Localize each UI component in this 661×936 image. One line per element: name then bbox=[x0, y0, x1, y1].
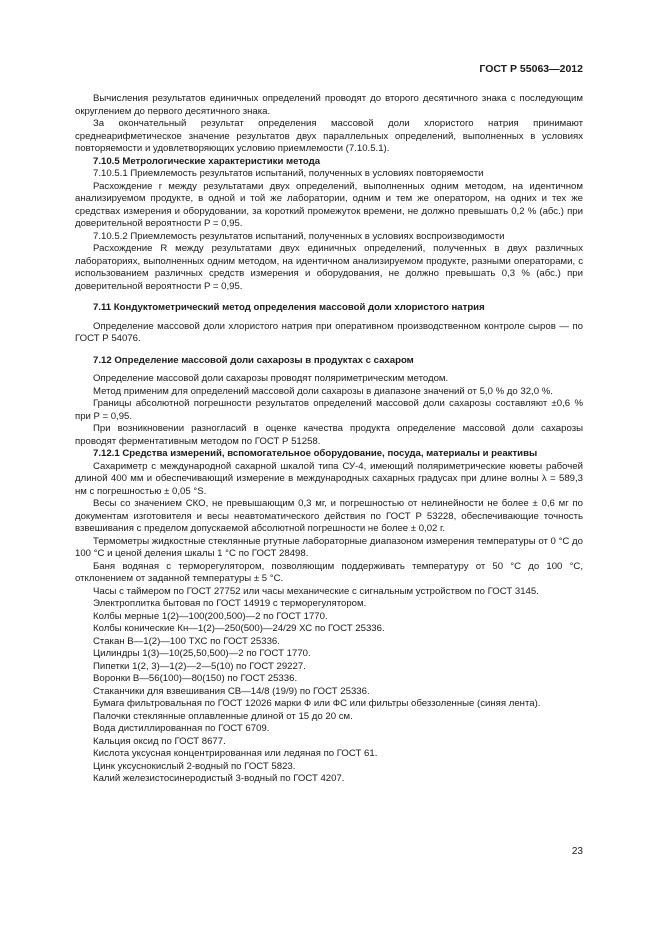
list-item: Калий железистосинеродистый 3-водный по ГОСТ 4207. bbox=[93, 773, 345, 784]
list-item: Воронки В—56(100)—80(150) по ГОСТ 25336. bbox=[93, 673, 298, 684]
list-item: Вода дистиллированная по ГОСТ 6709. bbox=[93, 723, 270, 734]
paragraph: Термометры жидкостные стеклянные ртутные лабораторные диапазоном измерения температуры от 0 °С до 100 °С и ценой деления шкалы 1 °С по ГОСТ 28498. bbox=[75, 535, 583, 559]
paragraph: За окончательный результат определения массовой доли хлористого натрия принимают среднеарифметическое значение результатов двух параллельных определений, выполненных в условиях повторяемости и удовлетворяющих условию приемлемости (7.10.5.1). bbox=[75, 118, 583, 154]
paragraph: Баня водяная с терморегулятором, позволяющим поддерживать температуру от 50 °С до 100 °С, отклонением от заданной температуры ± 5 °С. bbox=[75, 560, 583, 584]
paragraph: Расхождение r между результатами двух определений, выполненных одним методом, на идентичном анализируемом продукте, в одной и той же лаборатории, одним и тем же оператором, на одних и тех же средствах измерения и оборудовании, за короткий промежуток времени, не должно превышать 0,2 % (абс.) при доверительной вероятности P = 0,95. bbox=[75, 180, 583, 229]
list-item: Бумага фильтровальная по ГОСТ 12026 марки Ф или ФС или фильтры обеззоленные (синяя лента). bbox=[93, 698, 541, 709]
paragraph: Определение массовой доли хлористого натрия при оперативном производственном контроле сыров — по ГОСТ Р 54076. bbox=[75, 320, 583, 344]
paragraph: Метод применим для определений массовой доли сахарозы в диапазоне значений от 5,0 % до 32,0 %. bbox=[93, 385, 553, 397]
list-item: Стаканчики для взвешивания СВ—14/8 (19/9) по ГОСТ 25336. bbox=[93, 685, 370, 697]
list-item: Кислота уксусная концентрированная или ледяная по ГОСТ 61. bbox=[93, 748, 378, 759]
list-item: Палочки стеклянные оплавленные длиной от 15 до 20 см. bbox=[93, 710, 353, 722]
list-item: Электроплитка бытовая по ГОСТ 14919 с терморегулятором. bbox=[93, 598, 367, 609]
list-item: Кальция оксид по ГОСТ 8677. bbox=[93, 735, 226, 747]
list-item: Цинк уксуснокислый 2-водный по ГОСТ 5823. bbox=[93, 760, 296, 772]
list-item: Колбы конические Кн—1(2)—250(500)—24/29 ХС по ГОСТ 25336. bbox=[93, 623, 385, 634]
paragraph: Сахариметр с международной сахарной шкалой типа СУ-4, имеющий поляриметрические кюветы рабочей длиной 400 мм и обеспечивающий измерение в международных сахарных градусах при длине волны λ = 589,3 нм с погрешностью ± 0,05 °S. bbox=[75, 460, 583, 497]
page-body bbox=[75, 93, 583, 786]
section-heading: 7.10.5 Метрологические характеристики метода bbox=[93, 155, 321, 167]
paragraph: Границы абсолютной погрешности результатов определений массовой доли сахарозы составляют ±0,6 % при P = 0,95. bbox=[75, 398, 583, 422]
paragraph: Вычисления результатов единичных определений проводят до второго десятичного знака с последующим округлением до первого десятичного знака. bbox=[75, 93, 583, 117]
list-item: Стакан В—1(2)—100 ТХС по ГОСТ 25336. bbox=[93, 635, 280, 647]
list-item: Пипетки 1(2, 3)—1(2)—2—5(10) по ГОСТ 29227. bbox=[93, 660, 306, 672]
paragraph: Расхождение R между результатами двух единичных определений, полученных в двух различных лабораториях, выполненных одним методом, на идентичном анализируемом продукте, разными операторами, с использованием различных средств измерения и оборудования, не должно превышать 0,3 % (абс.) при доверительной вероятности P = 0,95. bbox=[75, 243, 583, 292]
section-heading: 7.12.1 Средства измерений, вспомогательное оборудование, посуда, материалы и реактивы bbox=[93, 448, 538, 459]
paragraph: 7.10.5.1 Приемлемость результатов испытаний, полученных в условиях повторяемости bbox=[93, 168, 484, 179]
paragraph: Часы с таймером по ГОСТ 27752 или часы механические с сигнальным устройством по ГОСТ 3145. bbox=[93, 585, 539, 597]
section-heading: 7.12 Определение массовой доли сахарозы в продуктах с сахаром bbox=[93, 354, 414, 366]
section-heading: 7.11 Кондуктометрический метод определения массовой доли хлористого натрия bbox=[93, 302, 485, 313]
paragraph: 7.10.5.2 Приемлемость результатов испытаний, полученных в условиях воспроизводимости bbox=[93, 230, 505, 242]
list-item: Цилиндры 1(3)—10(25,50,500)—2 по ГОСТ 1770. bbox=[93, 648, 311, 659]
list-item: Колбы мерные 1(2)—100(200,500)—2 по ГОСТ 1770. bbox=[93, 610, 328, 622]
standard-header: ГОСТ Р 55063—2012 bbox=[479, 63, 583, 75]
page-number: 23 bbox=[571, 846, 583, 857]
paragraph: Весы со значением СКО, не превышающим 0,3 мг, и погрешностью от нелинейности не более ± 0,6 мг по документам изготовителя и весы неавтоматического действия по ГОСТ Р 53228, обеспечивающие точность взвешивания с пределом допускаемой абсолютной погрешности не более ± 0,02 г. bbox=[75, 498, 583, 534]
paragraph: При возникновении разногласий в оценке качества продукта определение массовой доли сахарозы проводят ферментативным методом по ГОСТ Р 51258. bbox=[75, 423, 583, 447]
paragraph: Определение массовой доли сахарозы проводят поляриметрическим методом. bbox=[93, 373, 449, 384]
